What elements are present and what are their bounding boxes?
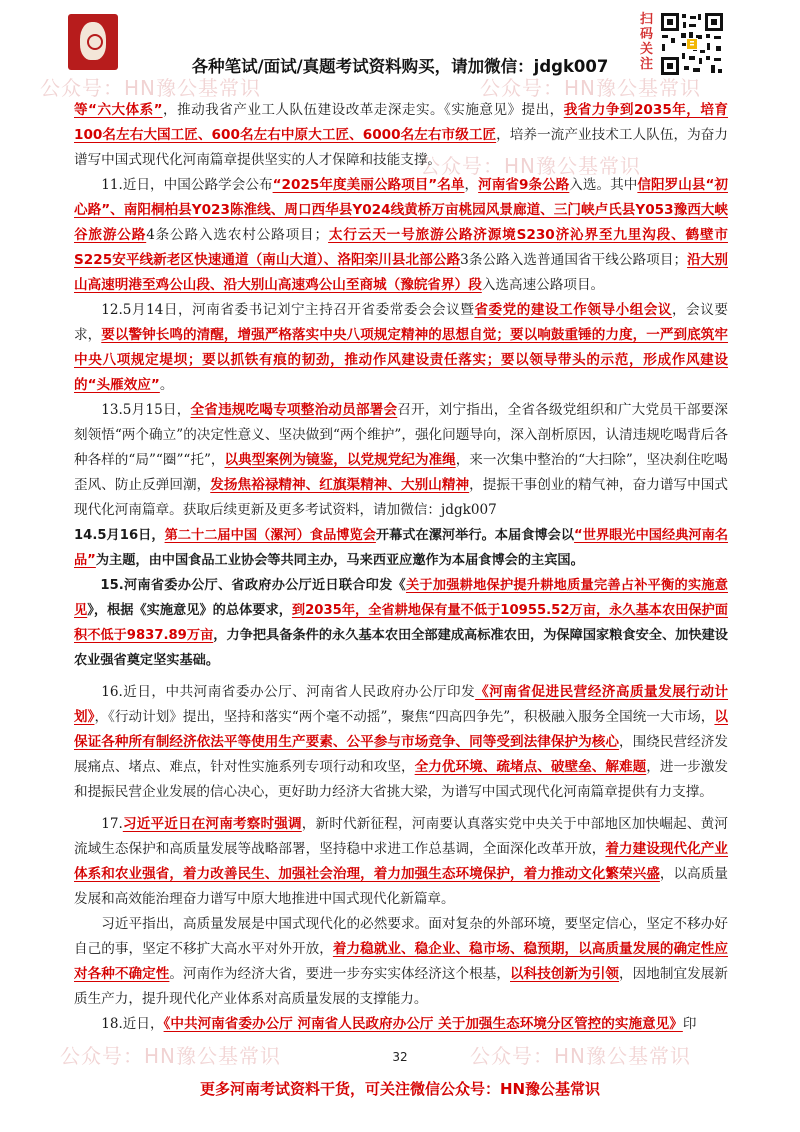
highlighted-text: 信阳罗山县“初心路”、南阳桐柏县Y023陈淮线、周口西华县Y024线黄桥万亩桃园风景廊道、三门峡卢氏县Y053豫西大峡谷旅游公路 [74, 177, 728, 243]
scan-label: 扫码关注 [640, 12, 654, 72]
highlighted-text: 《中共河南省委办公厅 河南省人民政府办公厅 关于加强生态环境分区管控的实施意见》 [163, 1016, 683, 1032]
highlighted-text: 以科技创新为引领 [510, 966, 620, 982]
watermark: 公众号：HN豫公基常识 [470, 1044, 691, 1068]
paragraph [74, 912, 728, 1012]
text-run: 》，根据《实施意见》的总体要求， [87, 603, 292, 618]
text-run: 开幕式在漯河举行。本届食博会以 [375, 528, 575, 543]
highlighted-text: 着力稳就业、稳企业、稳市场、稳预期，以高质量发展的确定性应对各种不确定性 [74, 941, 729, 982]
text-run: 为主题，由中国食品工业协会等共同主办，马来西亚应邀作为本届食博会的主宾国。 [95, 553, 584, 568]
watermark: 公众号：HN豫公基常识 [420, 154, 641, 178]
text-run: 11.近日，中国公路学会公布 [101, 177, 273, 193]
text-run: ，《行动计划》提出，坚持和落实“两个毫不动摇”，聚焦“四高四争先”，积极融入服务全国统一大市场， [94, 709, 715, 725]
paragraph [74, 573, 728, 673]
text-run: ，新时代新征程，河南要认真落实党中央关于中部地区加快崛起、黄河流域生态保护和高质量发展等战略部署，坚持稳中求进工作总基调，全面深化改革开放， [74, 816, 729, 857]
highlighted-text: 全力优环境、疏堵点、破壁垒、解难题 [414, 759, 647, 775]
highlighted-text: 到2035年，全省耕地保有量不低于10955.52万亩，永久基本农田保护面积不低于9837.89万亩 [74, 603, 728, 643]
text-run: 17. [101, 816, 123, 832]
text-run: ，以高质量发展和高效能治理奋力谱写中原大地推进中国式现代化新篇章。 [74, 866, 729, 907]
text-run: 18.近日， [101, 1016, 164, 1032]
highlighted-text: 等“六大体系” [74, 102, 163, 118]
text-run: 16.近日，中共河南省委办公厅、河南省人民政府办公厅印发 [101, 684, 476, 700]
text-run: ，因地制宜发展新质生产力，提升现代化产业体系对高质量发展的支撑能力。 [74, 966, 729, 1007]
highlighted-text: 以典型案例为镜鉴，以党规党纪为准绳 [224, 452, 456, 468]
document-body [74, 98, 728, 1037]
paragraph [74, 523, 728, 573]
paragraph [74, 812, 728, 912]
highlighted-text: 全省违规吃喝专项整治动员部署会 [190, 402, 398, 418]
paragraph [74, 173, 728, 298]
highlighted-text: “世界眼光中国经典河南名品” [74, 528, 729, 568]
text-run: ，培养一流产业技术工人队伍，为奋力谱写中国式现代化河南篇章提供坚实的人才保障和技能支撑。 [74, 127, 729, 168]
header-title: 各种笔试/面试/真题考试资料购买，请加微信：jdgk007 [191, 57, 609, 76]
highlighted-text: 河南省9条公路 [478, 177, 570, 193]
text-run: 4条公路入选农村公路项目； [146, 227, 329, 243]
highlighted-text: 我省力争到2035年，培育100名左右大国工匠、600名左右中原大工匠、6000名左右市级工匠 [74, 102, 728, 143]
qr-code-icon[interactable] [660, 12, 724, 76]
text-run: ，会议要求， [74, 302, 728, 343]
footer-note: 更多河南考试资料干货，可关注微信公众号：HN豫公基常识 [199, 1080, 601, 1098]
highlighted-text: 关于加强耕地保护提升耕地质量完善占补平衡的实施意见 [74, 578, 728, 618]
watermark: 公众号：HN豫公基常识 [40, 76, 261, 100]
page-number: 32 [392, 1050, 408, 1064]
paragraph [74, 298, 728, 398]
text-run: ，推动我省产业工人队伍建设改革走深走实。《实施意见》提出， [162, 102, 564, 118]
text-run: 3条公路入选普通国省干线公路项目； [460, 252, 688, 268]
paragraph [74, 98, 728, 173]
highlighted-text: 发扬焦裕禄精神、红旗渠精神、大别山精神 [210, 477, 470, 493]
highlighted-text: 着力建设现代化产业体系和农业强省，着力改善民生、加强社会治理，着力加强生态环境保护，着力推动文化繁荣兴盛 [74, 841, 729, 882]
highlighted-text: 《河南省促进民营经济高质量发展行动计划》 [74, 684, 728, 725]
highlighted-text: 以保证各种所有制经济依法平等使用生产要素、公平参与市场竞争、同等受到法律保护为核心 [74, 709, 729, 750]
highlighted-text: 省委党的建设工作领导小组会议 [474, 302, 673, 318]
text-run: 召开，刘宁指出，全省各级党组织和广大党员干部要深刻领悟“两个确立”的决定性意义、坚决做到“两个维护”，强化问题导向，深入剖析原因，认清违规吃喝背后各种各样的“局”“圈”“托”， [74, 402, 728, 468]
highlighted-text: 沿大别山高速明港至鸡公山段、沿大别山高速鸡公山至商城（豫皖省界）段 [74, 252, 728, 293]
highlighted-text: 太行云天一号旅游公路济源境S230济沁界至九里沟段、鹤壁市S225安平线新老区快速通道（南山大道）、洛阳栾川县北部公路 [74, 227, 728, 268]
text-run: 13.5月15日， [101, 402, 191, 418]
text-run: ，力争把具备条件的永久基本农田全部建成高标准农田，为保障国家粮食安全、加快建设农业强省奠定坚实基础。 [74, 628, 728, 668]
text-run: ，提振干事创业的精气神，奋力谱写中国式现代化河南篇章。获取后续更新及更多考试资料，请加微信：jdgk007 [74, 477, 729, 518]
text-run: ，来一次集中整治的“大扫除”，坚决刹住吃喝歪风、防止反弹回潮， [74, 452, 728, 493]
highlighted-text: 习近平近日在河南考察时强调 [122, 816, 302, 832]
text-run: 入选。其中 [569, 177, 638, 193]
text-run: 入选高速公路项目。 [481, 277, 605, 293]
highlighted-text: 要以警钟长鸣的清醒，增强严格落实中央八项规定精神的思想自觉；要以响鼓重锤的力度，一严到底筑牢中央八项规定堤坝；要以抓铁有痕的韧劲，推动作风建设责任落实；要以领导带头的示范，形成作风建设的“头雁效应” [74, 327, 729, 393]
text-run: ，围绕民营经济发展痛点、堵点、难点，针对性实施系列专项行动和攻坚， [74, 734, 729, 775]
text-run: 12.5月14日，河南省委书记刘宁主持召开省委常委会会议暨 [101, 302, 475, 318]
text-run: ，进一步激发和提振民营企业发展的信心决心，更好助力经济大省挑大梁，为谱写中国式现代化河南篇章提供有力支撑。 [74, 759, 729, 800]
text-run: 印 [682, 1016, 697, 1032]
watermark: 公众号：HN豫公基常识 [60, 1044, 281, 1068]
watermark: 公众号：HN豫公基常识 [480, 76, 701, 100]
paragraph [74, 680, 728, 805]
highlighted-text: 第二十二届中国（漯河）食品博览会 [164, 528, 376, 543]
text-run: ， [464, 177, 479, 193]
text-run: 15.河南省委办公厅、省政府办公厅近日联合印发《 [100, 578, 406, 593]
highlighted-text: “2025年度美丽公路项目”名单 [272, 177, 465, 193]
paragraph [74, 1012, 728, 1037]
text-run: 14.5月16日， [74, 528, 165, 543]
text-run: 习近平指出，高质量发展是中国式现代化的必然要求。面对复杂的外部环境，要坚定信心，坚定不移办好自己的事，坚定不移扩大高水平对外开放， [74, 916, 728, 957]
text-run: 。河南作为经济大省，要进一步夯实实体经济这个根基， [169, 966, 511, 982]
paragraph [74, 398, 728, 523]
text-run: 。 [159, 377, 174, 393]
